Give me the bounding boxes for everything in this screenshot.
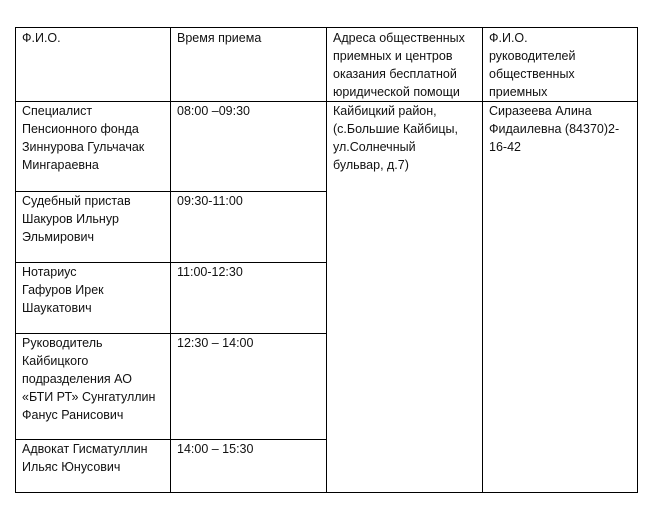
reception-time: 11:00-12:30 bbox=[177, 265, 243, 279]
cell-name bbox=[16, 263, 171, 334]
reception-time: 08:00 –09:30 bbox=[177, 104, 250, 118]
cell-time bbox=[171, 263, 327, 334]
specialist-name: Специалист Пенсионного фонда Зиннурова Гульчачак Мингараевна bbox=[22, 104, 145, 172]
header-cell-head-person bbox=[483, 28, 638, 102]
table-row bbox=[16, 102, 638, 192]
cell-time bbox=[171, 192, 327, 263]
reception-schedule-table bbox=[15, 27, 638, 493]
address-text: Кайбицкий район, (с.Большие Кайбицы, ул.Солнечный бульвар, д.7) bbox=[333, 104, 458, 172]
header-cell-name bbox=[16, 28, 171, 102]
cell-head-person bbox=[483, 102, 638, 493]
specialist-name: Судебный пристав Шакуров Ильнур Эльмирович bbox=[22, 194, 131, 244]
reception-time: 12:30 – 14:00 bbox=[177, 336, 254, 350]
specialist-name: Нотариус Гафуров Ирек Шаукатович bbox=[22, 265, 104, 315]
header-address-text: Адреса общественных приемных и центров оказания бесплатной юридической помощи bbox=[333, 31, 465, 99]
cell-time bbox=[171, 102, 327, 192]
table-header-row bbox=[16, 28, 638, 102]
cell-name bbox=[16, 102, 171, 192]
cell-time bbox=[171, 334, 327, 440]
cell-name bbox=[16, 334, 171, 440]
specialist-name: Руководитель Кайбицкого подразделения АО «БТИ РТ» Сунгатуллин Фанус Ранисович bbox=[22, 336, 156, 422]
reception-time: 09:30-11:00 bbox=[177, 194, 243, 208]
header-cell-address bbox=[327, 28, 483, 102]
head-person-text: Сиразеева Алина Фидаилевна (84370)2- 16-42 bbox=[489, 104, 620, 154]
reception-time: 14:00 – 15:30 bbox=[177, 442, 254, 456]
cell-time bbox=[171, 440, 327, 493]
specialist-name: Адвокат Гисматуллин Ильяс Юнусович bbox=[22, 442, 148, 474]
cell-name bbox=[16, 192, 171, 263]
header-time-text: Время приема bbox=[177, 31, 262, 45]
cell-name bbox=[16, 440, 171, 493]
header-cell-time bbox=[171, 28, 327, 102]
header-name-text: Ф.И.О. bbox=[22, 31, 61, 45]
header-head-person-text: Ф.И.О. руководителей общественных приемных bbox=[489, 31, 576, 99]
cell-address bbox=[327, 102, 483, 493]
